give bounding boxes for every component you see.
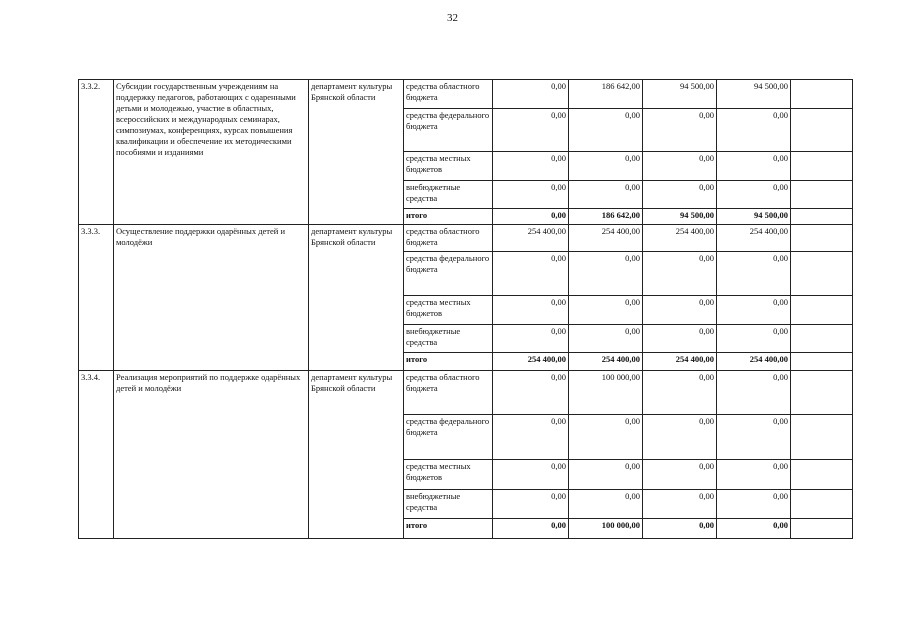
amount-cell: 0,00 bbox=[643, 181, 717, 209]
amount-cell: 94 500,00 bbox=[717, 209, 791, 225]
amount-cell: 0,00 bbox=[493, 415, 569, 460]
amount-cell: 254 400,00 bbox=[569, 225, 643, 252]
amount-cell: 0,00 bbox=[717, 490, 791, 519]
amount-cell: 0,00 bbox=[643, 252, 717, 296]
amount-cell: 0,00 bbox=[717, 415, 791, 460]
row-number: 3.3.4. bbox=[79, 371, 114, 539]
amount-cell: 0,00 bbox=[493, 252, 569, 296]
empty-cell bbox=[791, 519, 853, 539]
amount-cell: 0,00 bbox=[717, 296, 791, 325]
amount-cell: 0,00 bbox=[717, 519, 791, 539]
amount-cell: 0,00 bbox=[717, 152, 791, 181]
amount-cell: 0,00 bbox=[493, 460, 569, 490]
amount-cell: 0,00 bbox=[643, 460, 717, 490]
amount-cell: 0,00 bbox=[643, 109, 717, 152]
amount-cell: 0,00 bbox=[569, 296, 643, 325]
amount-cell: 254 400,00 bbox=[717, 353, 791, 371]
empty-cell bbox=[791, 490, 853, 519]
amount-cell: 0,00 bbox=[643, 152, 717, 181]
amount-cell: 0,00 bbox=[493, 152, 569, 181]
funding-source: средства местных бюджетов bbox=[404, 460, 493, 490]
amount-cell: 0,00 bbox=[569, 460, 643, 490]
empty-cell bbox=[791, 80, 853, 109]
amount-cell: 254 400,00 bbox=[493, 225, 569, 252]
empty-cell bbox=[791, 353, 853, 371]
department: департамент культуры Брянской области bbox=[309, 225, 404, 371]
page-number: 32 bbox=[447, 12, 458, 24]
amount-cell: 254 400,00 bbox=[717, 225, 791, 252]
amount-cell: 0,00 bbox=[717, 109, 791, 152]
amount-cell: 186 642,00 bbox=[569, 80, 643, 109]
empty-cell bbox=[791, 181, 853, 209]
amount-cell: 0,00 bbox=[717, 252, 791, 296]
budget-table bbox=[78, 79, 853, 539]
amount-cell: 0,00 bbox=[493, 209, 569, 225]
funding-source: итого bbox=[404, 353, 493, 371]
empty-cell bbox=[791, 252, 853, 296]
amount-cell: 0,00 bbox=[717, 460, 791, 490]
amount-cell: 94 500,00 bbox=[643, 209, 717, 225]
amount-cell: 100 000,00 bbox=[569, 519, 643, 539]
funding-source: средства федерального бюджета bbox=[404, 415, 493, 460]
empty-cell bbox=[791, 209, 853, 225]
empty-cell bbox=[791, 109, 853, 152]
empty-cell bbox=[791, 415, 853, 460]
amount-cell: 0,00 bbox=[569, 415, 643, 460]
table-row bbox=[79, 80, 853, 109]
department: департамент культуры Брянской области bbox=[309, 371, 404, 539]
measure-description: Субсидии государственным учреждениям на поддержку педагогов, работающих с одаренными детьми и молодежью, участие в областных, всероссийских и международных семинарах, симпозиумах, конференциях, курсах повышения квалификации и обеспечение их методическими пособиями и изданиями bbox=[114, 80, 309, 225]
amount-cell: 0,00 bbox=[717, 371, 791, 415]
table-row bbox=[79, 371, 853, 415]
measure-description: Осуществление поддержки одарённых детей и молодёжи bbox=[114, 225, 309, 371]
amount-cell: 186 642,00 bbox=[569, 209, 643, 225]
amount-cell: 0,00 bbox=[569, 109, 643, 152]
funding-source: средства местных бюджетов bbox=[404, 152, 493, 181]
amount-cell: 254 400,00 bbox=[643, 225, 717, 252]
funding-source: итого bbox=[404, 519, 493, 539]
empty-cell bbox=[791, 296, 853, 325]
empty-cell bbox=[791, 371, 853, 415]
department: департамент культуры Брянской области bbox=[309, 80, 404, 225]
row-number: 3.3.2. bbox=[79, 80, 114, 225]
amount-cell: 0,00 bbox=[493, 371, 569, 415]
empty-cell bbox=[791, 225, 853, 252]
amount-cell: 0,00 bbox=[569, 252, 643, 296]
amount-cell: 0,00 bbox=[493, 181, 569, 209]
row-number: 3.3.3. bbox=[79, 225, 114, 371]
amount-cell: 0,00 bbox=[643, 296, 717, 325]
funding-source: средства областного бюджета bbox=[404, 371, 493, 415]
amount-cell: 0,00 bbox=[493, 80, 569, 109]
amount-cell: 0,00 bbox=[717, 325, 791, 353]
funding-source: средства местных бюджетов bbox=[404, 296, 493, 325]
funding-source: внебюджетные средства bbox=[404, 181, 493, 209]
amount-cell: 0,00 bbox=[717, 181, 791, 209]
empty-cell bbox=[791, 152, 853, 181]
amount-cell: 0,00 bbox=[569, 490, 643, 519]
amount-cell: 0,00 bbox=[493, 296, 569, 325]
measure-description: Реализация мероприятий по поддержке одарённых детей и молодёжи bbox=[114, 371, 309, 539]
amount-cell: 0,00 bbox=[643, 490, 717, 519]
amount-cell: 94 500,00 bbox=[717, 80, 791, 109]
amount-cell: 0,00 bbox=[643, 415, 717, 460]
amount-cell: 0,00 bbox=[493, 109, 569, 152]
amount-cell: 0,00 bbox=[493, 519, 569, 539]
amount-cell: 254 400,00 bbox=[569, 353, 643, 371]
empty-cell bbox=[791, 460, 853, 490]
amount-cell: 0,00 bbox=[569, 325, 643, 353]
amount-cell: 0,00 bbox=[569, 181, 643, 209]
amount-cell: 254 400,00 bbox=[643, 353, 717, 371]
empty-cell bbox=[791, 325, 853, 353]
funding-source: итого bbox=[404, 209, 493, 225]
table-row bbox=[79, 225, 853, 252]
funding-source: средства областного бюджета bbox=[404, 80, 493, 109]
amount-cell: 94 500,00 bbox=[643, 80, 717, 109]
funding-source: средства областного бюджета bbox=[404, 225, 493, 252]
amount-cell: 0,00 bbox=[493, 325, 569, 353]
funding-source: средства федерального бюджета bbox=[404, 109, 493, 152]
amount-cell: 0,00 bbox=[643, 519, 717, 539]
amount-cell: 254 400,00 bbox=[493, 353, 569, 371]
amount-cell: 0,00 bbox=[643, 371, 717, 415]
amount-cell: 100 000,00 bbox=[569, 371, 643, 415]
amount-cell: 0,00 bbox=[493, 490, 569, 519]
funding-source: внебюджетные средства bbox=[404, 325, 493, 353]
amount-cell: 0,00 bbox=[643, 325, 717, 353]
funding-source: средства федерального бюджета bbox=[404, 252, 493, 296]
amount-cell: 0,00 bbox=[569, 152, 643, 181]
funding-source: внебюджетные средства bbox=[404, 490, 493, 519]
